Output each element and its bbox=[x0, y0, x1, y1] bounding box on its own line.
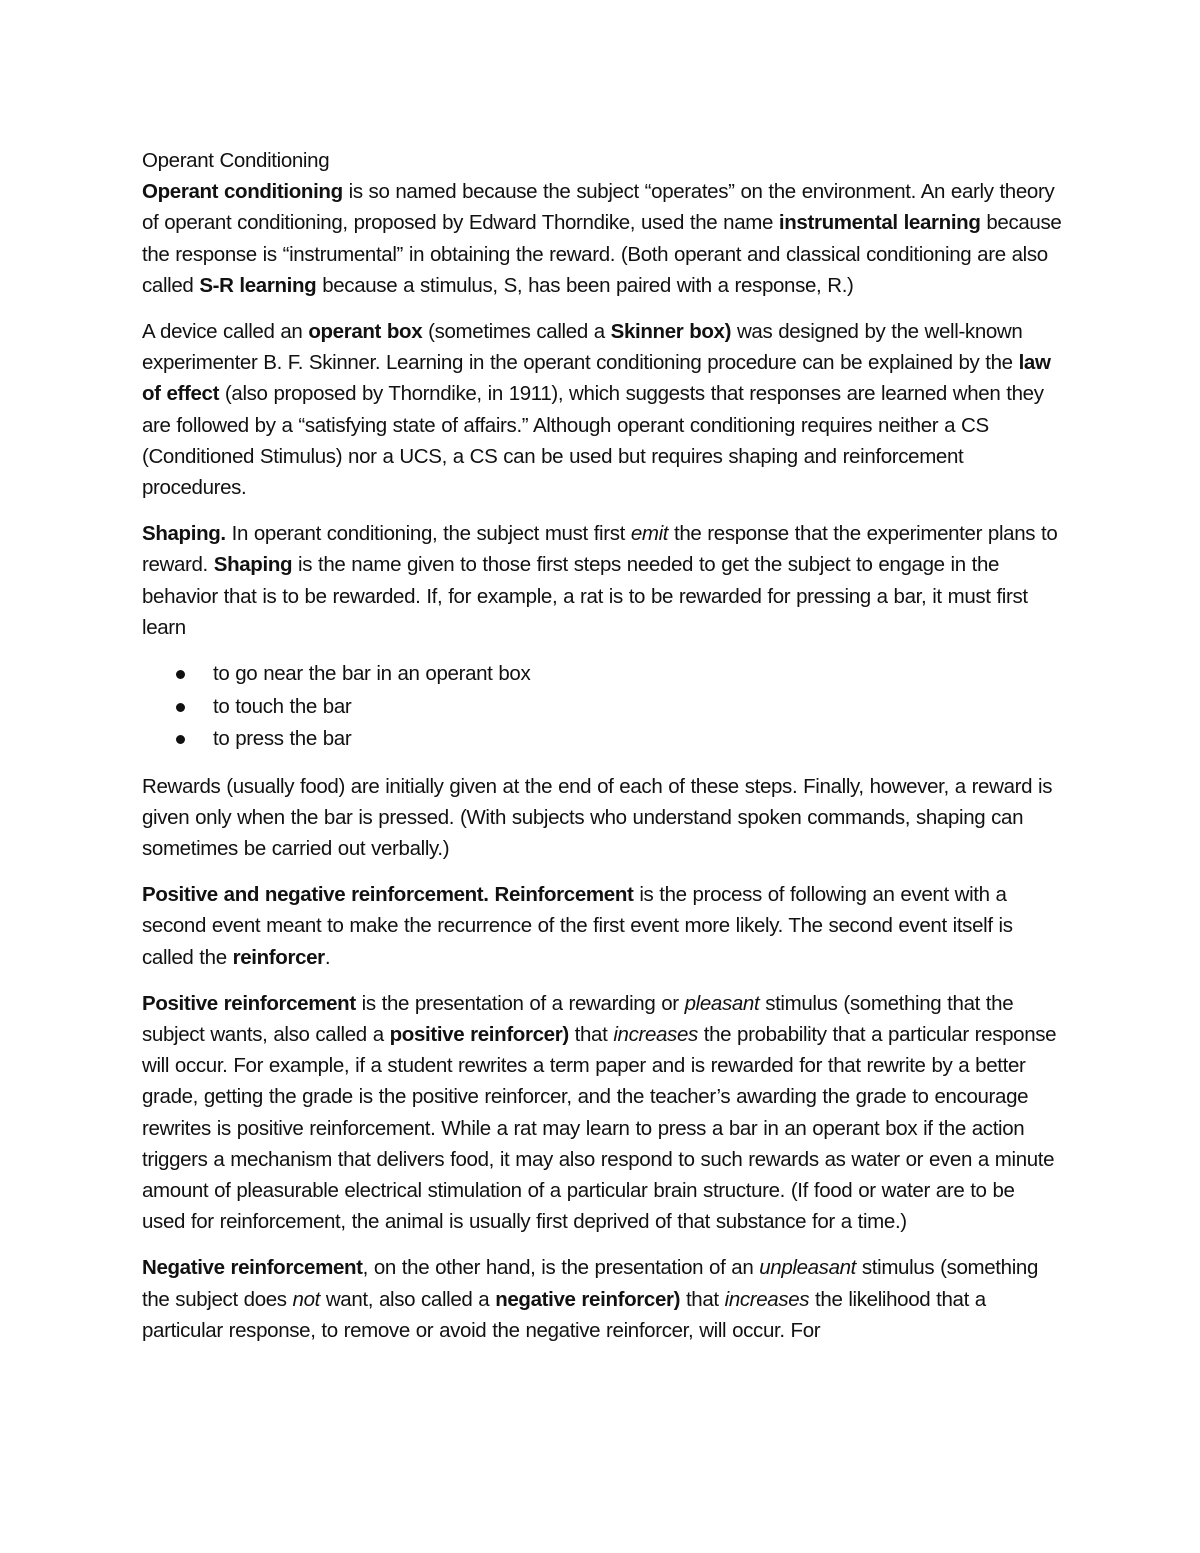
term-positive-reinforcer: positive reinforcer) bbox=[389, 1022, 569, 1046]
term-sr-learning: S-R learning bbox=[199, 273, 317, 297]
term-operant-conditioning: Operant conditioning bbox=[142, 180, 343, 204]
text: Rewards (usually food) are initially given at the end of each of these steps. Finally, however, a reward is given only when the bar is pressed. (With subjects who understand spoken commands, shaping can sometimes be carried out verbally.) bbox=[142, 774, 1053, 860]
text: the response that the experimenter plans to reward. bbox=[142, 522, 1058, 577]
text: (also proposed by Thorndike, in 1911), which suggests that responses are learned when they are followed by a “satisfying state of affairs.” Although operant conditioning requires neither a CS (Conditioned Stimulus) nor a UCS, a CS can be used but requires shaping and reinforcement procedures. bbox=[142, 382, 1044, 500]
term-reinforcer: reinforcer bbox=[232, 945, 325, 969]
text: the likelihood that a particular response, to remove or avoid the negative reinforcer, will occur. For bbox=[142, 1287, 986, 1342]
term-negative-reinforcement: Negative reinforcement bbox=[142, 1256, 363, 1280]
text: that bbox=[568, 1022, 614, 1046]
text: A device called an bbox=[142, 320, 309, 344]
heading-positive-negative-reinforcement: Positive and negative reinforcement. bbox=[142, 883, 489, 907]
bullet-icon bbox=[176, 670, 185, 679]
paragraph-rewards bbox=[142, 771, 1062, 865]
text: , on the other hand, is the presentation of an bbox=[362, 1256, 760, 1280]
text: because a stimulus, S, has been paired with a response, R.) bbox=[316, 273, 854, 297]
bullet-icon bbox=[176, 735, 185, 744]
paragraph-negative-reinforcement bbox=[142, 1252, 1062, 1346]
list-item bbox=[142, 723, 1062, 756]
emphasis-pleasant: pleasant bbox=[684, 991, 760, 1015]
text: stimulus (something the subject does bbox=[142, 1256, 1039, 1311]
text: that bbox=[680, 1287, 725, 1311]
term-skinner-box: Skinner box) bbox=[610, 320, 732, 344]
term-operant-box: operant box bbox=[308, 320, 423, 344]
list-item-text: to go near the bar in an operant box bbox=[213, 662, 531, 686]
document-title bbox=[142, 145, 1062, 176]
emphasis-increases: increases bbox=[613, 1022, 698, 1046]
emphasis-unpleasant: unpleasant bbox=[759, 1256, 857, 1280]
emphasis-not: not bbox=[292, 1287, 320, 1311]
text: (sometimes called a bbox=[422, 320, 611, 344]
list-item bbox=[142, 691, 1062, 724]
term-law-of-effect: law of effect bbox=[142, 351, 1051, 406]
list-item bbox=[142, 658, 1062, 691]
paragraph-reinforcement bbox=[142, 879, 1062, 973]
paragraph-operant-box bbox=[142, 316, 1062, 503]
term-positive-reinforcement: Positive reinforcement bbox=[142, 991, 356, 1015]
text: is the name given to those first steps needed to get the subject to engage in the behavior that is to be rewarded. If, for example, a rat is to be rewarded for pressing a bar, it must first learn bbox=[142, 553, 1028, 639]
title-text: Operant Conditioning bbox=[142, 149, 330, 172]
document-page bbox=[142, 145, 1062, 1361]
paragraph-operant-conditioning bbox=[142, 176, 1062, 301]
paragraph-positive-reinforcement bbox=[142, 988, 1062, 1238]
text: In operant conditioning, the subject must first bbox=[225, 522, 631, 546]
list-item-text: to press the bar bbox=[213, 727, 352, 751]
term-instrumental-learning: instrumental learning bbox=[778, 211, 981, 235]
text: the probability that a particular response will occur. For example, if a student rewrites a term paper and is rewarded for that rewrite by a better grade, getting the grade is the positive reinforcer, and the teacher’s awarding the grade to encourage rewrites is positive reinforcement. While a rat may learn to press a bar in an operant box if the action triggers a mechanism that delivers food, it may also respond to such rewards as water or even a minute amount of pleasurable electrical stimulation of a particular brain structure. (If food or water are to be used for reinforcement, the animal is usually first deprived of that substance for a time.) bbox=[142, 1022, 1057, 1234]
emphasis-increases: increases bbox=[724, 1287, 810, 1311]
text: stimulus (something that the subject wants, also called a bbox=[142, 991, 1014, 1046]
list-item-text: to touch the bar bbox=[213, 694, 352, 718]
text: is so named because the subject “operates” on the environment. An early theory of operant conditioning, proposed by Edward Thorndike, used the name bbox=[142, 180, 1055, 235]
term-shaping: Shaping bbox=[213, 553, 293, 577]
term-reinforcement: Reinforcement bbox=[494, 883, 634, 907]
text: is the process of following an event with a second event meant to make the recurrence of the first event more likely. The second event itself is called the bbox=[142, 883, 1013, 969]
text: . bbox=[324, 945, 331, 969]
text: was designed by the well-known experimenter B. F. Skinner. Learning in the operant conditioning procedure can be explained by the bbox=[142, 320, 1023, 375]
emphasis-emit: emit bbox=[630, 522, 669, 546]
bullet-icon bbox=[176, 703, 185, 712]
heading-shaping: Shaping. bbox=[142, 522, 226, 546]
paragraph-shaping bbox=[142, 518, 1062, 643]
term-negative-reinforcer: negative reinforcer) bbox=[495, 1287, 681, 1311]
text: is the presentation of a rewarding or bbox=[355, 991, 685, 1015]
text: because the response is “instrumental” in obtaining the reward. (Both operant and classical conditioning are also called bbox=[142, 211, 1062, 297]
shaping-steps-list bbox=[142, 658, 1062, 756]
text: want, also called a bbox=[320, 1287, 496, 1311]
